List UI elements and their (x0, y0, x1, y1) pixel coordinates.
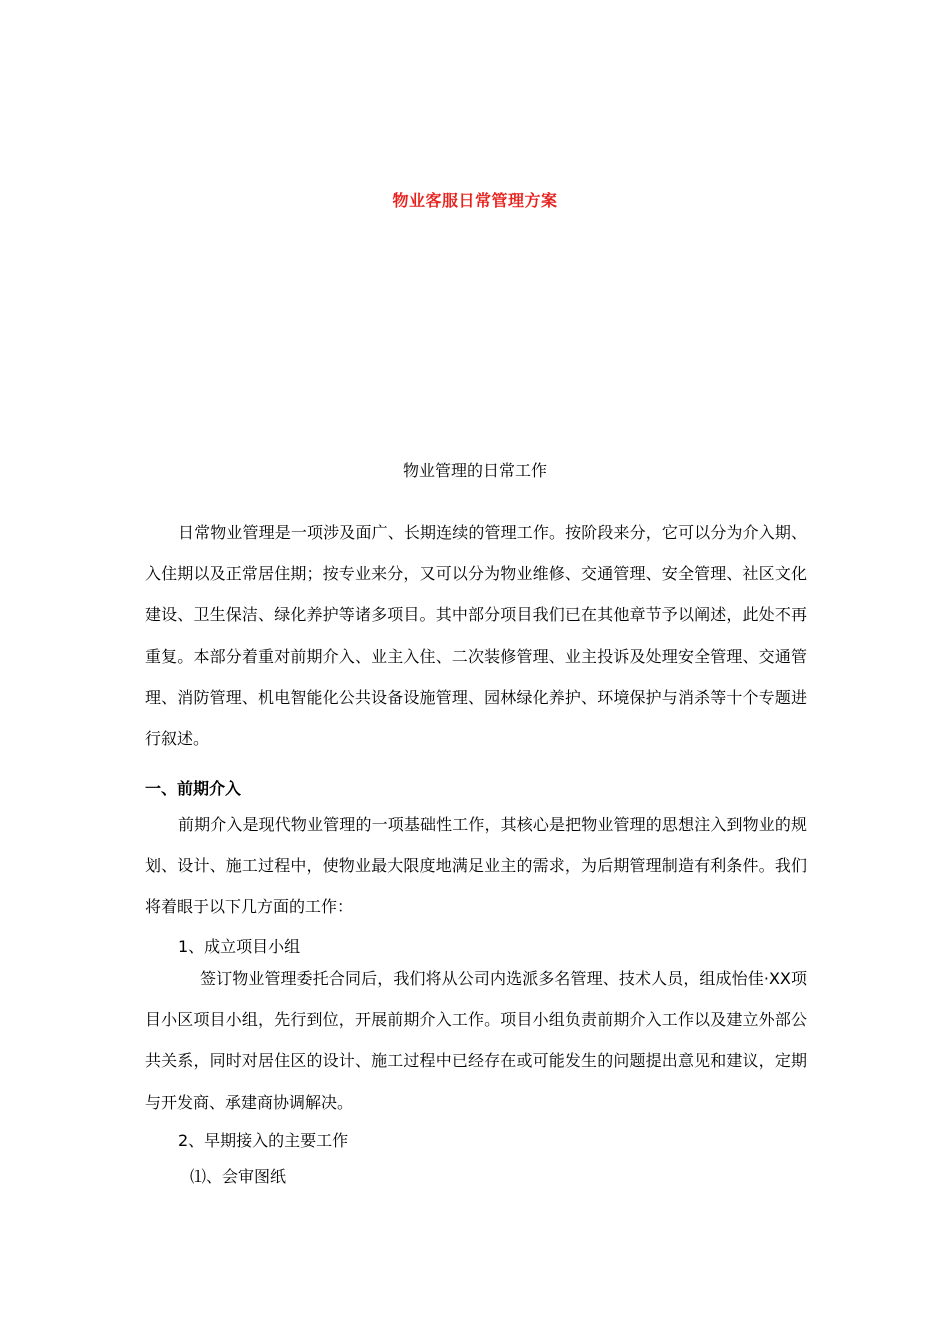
sub-item-main-work: 2、早期接入的主要工作 (178, 1131, 349, 1150)
early-intervention-paragraph: 前期介入是现代物业管理的一项基础性工作，其核心是把物业管理的思想注入到物业的规划、设计、施工过程中，使物业最大限度地满足业主的需求，为后期管理制造有利条件。我们将着眼于以下几方面的工作： (145, 815, 807, 917)
heading-early-intervention: 一、前期介入 (145, 779, 242, 798)
project-team-paragraph: 签订物业管理委托合同后，我们将从公司内选派多名管理、技术人员，组成怡佳·XX项目小区项目小组，先行到位，开展前期介入工作。项目小组负责前期介入工作以及建立外部公共关系，同时对居住区的设计、施工过程中已经存在或可能发生的问题提出意见和建议，定期与开发商、承建商协调解决。 (145, 969, 807, 1112)
section-title: 物业管理的日常工作 (402, 461, 547, 480)
document-title: 物业客服日常管理方案 (392, 191, 558, 210)
intro-paragraph: 日常物业管理是一项涉及面广、长期连续的管理工作。按阶段来分，它可以分为介入期、入住期以及正常居住期；按专业来分，又可以分为物业维修、交通管理、安全管理、社区文化建设、卫生保洁、绿化养护等诸多项目。其中部分项目我们已在其他章节予以阐述，此处不再重复。本部分着重对前期介入、业主入住、二次装修管理、业主投诉及处理安全管理、交通管理、消防管理、机电智能化公共设备设施管理、园林绿化养护、环境保护与消杀等十个专题进行叙述。 (145, 523, 807, 749)
sub-item-project-team: 1、成立项目小组 (178, 937, 301, 956)
sub-item-review-drawings: ⑴、会审图纸 (190, 1167, 287, 1186)
